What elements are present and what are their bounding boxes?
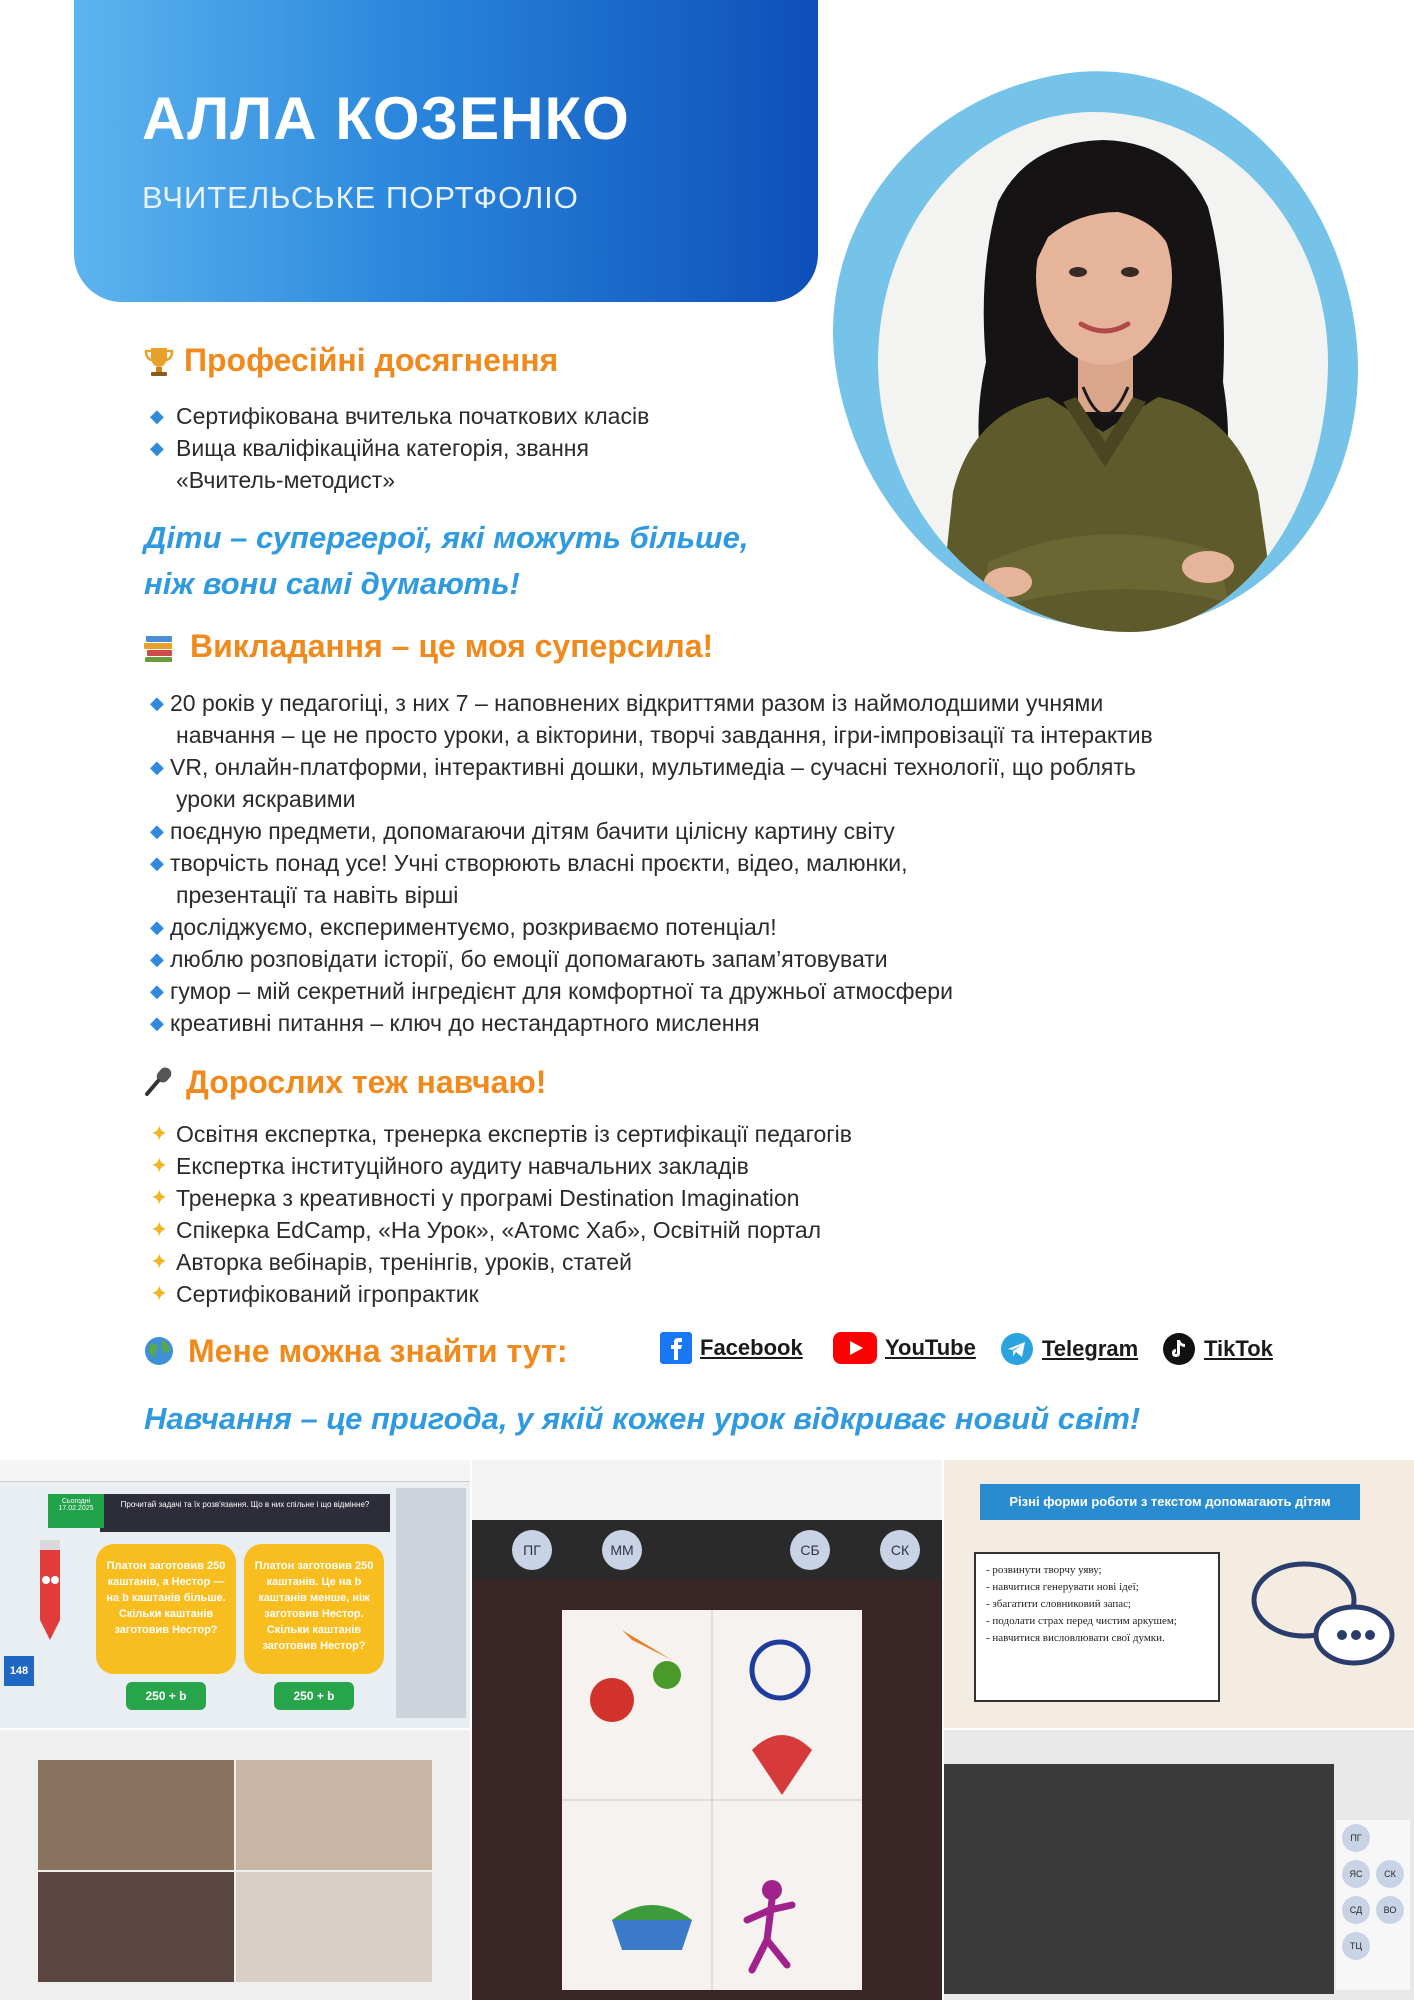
sparkle-bullet-icon: ✦ (150, 1153, 169, 1178)
microphone-icon (142, 1064, 176, 1098)
list-item: ✦ Експертка інституційного аудиту навчальних закладів (150, 1150, 852, 1182)
video-student (236, 1760, 432, 1870)
diamond-bullet-icon: ◆ (150, 438, 164, 458)
portfolio-subtitle: ВЧИТЕЛЬСЬКЕ ПОРТФОЛІО (142, 180, 579, 215)
social-link-tiktok[interactable] (1162, 1332, 1273, 1366)
globe-icon (142, 1334, 176, 1368)
trophy-icon (142, 344, 176, 378)
gallery-drawing-call (472, 1460, 942, 2000)
diamond-bullet-icon: ◆ (150, 981, 164, 1001)
list-item: «Вчитель-методист» (176, 467, 396, 493)
facebook-link[interactable]: Facebook (700, 1335, 803, 1360)
diamond-bullet-icon: ◆ (150, 1013, 164, 1033)
tiktok-link[interactable]: TikTok (1204, 1336, 1273, 1361)
participant-list: ПГ ЯС СК СД ВО ТЦ (1336, 1820, 1410, 1990)
answer-right: 250 + b (274, 1682, 354, 1710)
participant-avatar: СК (880, 1530, 920, 1570)
list-item: презентації та навіть вірші (176, 882, 459, 908)
books-icon (142, 630, 176, 664)
facebook-icon (660, 1332, 692, 1364)
social-link-facebook[interactable] (660, 1332, 803, 1364)
list-item: ◆ креативні питання – ключ до нестандартного мислення (150, 1007, 1153, 1039)
list-item: ✦ Авторка вебінарів, тренінгів, уроків, статей (150, 1246, 852, 1278)
call-toolbar (472, 1460, 942, 1520)
diamond-bullet-icon: ◆ (150, 757, 164, 777)
gallery-text-work-slide (944, 1460, 1414, 1728)
speech-bubbles-icon (1234, 1540, 1404, 1680)
achievements-list (150, 400, 649, 496)
tiktok-icon (1162, 1332, 1196, 1366)
lesson-task: Прочитай задачі та їх розв'язання. Що в них спільне і що відмінне? (100, 1494, 390, 1532)
list-item: ◆ люблю розповідати історії, бо емоції допомагають запам’ятовувати (150, 943, 1153, 975)
list-item: уроки яскравими (176, 786, 356, 812)
participant-avatar: СБ (790, 1530, 830, 1570)
list-item: ✦ Спікерка EdCamp, «На Урок», «Атомс Хаб», Освітній портал (150, 1214, 852, 1246)
video-sidebar (396, 1488, 466, 1718)
list-item: навчання – це не просто уроки, а вікторини, творчі завдання, ігри-імпровізації та інтерактив (176, 722, 1153, 748)
list-item: ◆ Вища кваліфікаційна категорія, звання (150, 432, 649, 464)
participants-strip (472, 1520, 942, 1580)
participant-avatar: ПГ (512, 1530, 552, 1570)
score-counter: 148 (4, 1656, 34, 1686)
list-item: ◆ поєдную предмети, допомагаючи дітям бачити цілісну картину світу (150, 815, 1153, 847)
sparkle-bullet-icon: ✦ (150, 1249, 169, 1274)
pencil-mascot-icon (10, 1530, 80, 1650)
diamond-bullet-icon: ◆ (150, 949, 164, 969)
gallery-lesson-slide (0, 1460, 470, 1728)
video-student (38, 1872, 234, 1982)
video-grid-area (944, 1764, 1334, 1994)
adults-title: Дорослих теж навчаю! (186, 1064, 547, 1100)
diamond-bullet-icon: ◆ (150, 406, 164, 426)
sparkle-bullet-icon: ✦ (150, 1281, 169, 1306)
sparkle-bullet-icon: ✦ (150, 1185, 169, 1210)
achievements-title: Професійні досягнення (184, 342, 559, 378)
task-card-left: Платон заготовив 250 каштанів, а Нестор — на b каштанів більше. Скільки каштанів заготовив Нестор? (96, 1544, 236, 1674)
adults-list (150, 1118, 852, 1310)
list-item: ◆ 20 років у педагогіці, з них 7 – наповнених відкриттями разом із наймолодшими учнями (150, 687, 1153, 719)
list-item: ✦ Тренерка з креативності у програмі Destination Imagination (150, 1182, 852, 1214)
list-item: ◆ творчість понад усе! Учні створюють власні проєкти, відео, малюнки, (150, 847, 1153, 879)
child-drawing (562, 1610, 862, 1990)
find-me-title: Мене можна знайти тут: (188, 1333, 568, 1369)
list-item: ◆ VR, онлайн-платформи, інтерактивні дошки, мультимедіа – сучасні технології, що роблять (150, 751, 1153, 783)
gallery-video-grid (0, 1730, 470, 2000)
photo-gallery (0, 1460, 1414, 2000)
sparkle-bullet-icon: ✦ (150, 1121, 169, 1146)
list-item: ◆ гумор – мій секретний інгредієнт для комфортної та дружньої атмосфери (150, 975, 1153, 1007)
social-link-youtube[interactable] (833, 1332, 976, 1364)
youtube-link[interactable]: YouTube (885, 1335, 976, 1360)
slide-bullets: - розвинути творчу уяву; - навчитися генерувати нові ідеї; - збагатити словниковий запас; - подолати страх перед чистим аркушем; - навчитися висловлювати свої думки. (974, 1552, 1220, 1702)
task-card-right: Платон заготовив 250 каштанів. Це на b каштанів менше, ніж заготовив Нестор. Скільки каштанів заготовив Нестор? (244, 1544, 384, 1674)
diamond-bullet-icon: ◆ (150, 821, 164, 841)
list-item: ◆ досліджуємо, експериментуємо, розкриваємо потенціал! (150, 911, 1153, 943)
teacher-name: АЛЛА КОЗЕНКО (142, 85, 630, 152)
list-item: ✦ Освітня експертка, тренерка експертів із сертифікації педагогів (150, 1118, 852, 1150)
today-badge: Сьогодні 17.02.2025 (48, 1494, 104, 1528)
diamond-bullet-icon: ◆ (150, 853, 164, 873)
video-teacher (38, 1760, 234, 1870)
answer-left: 250 + b (126, 1682, 206, 1710)
social-link-telegram[interactable] (1000, 1332, 1138, 1366)
motto-quote: Діти – супергерої, які можуть більше, ніж вони самі думають! (144, 520, 749, 601)
video-student (236, 1872, 432, 1982)
closing-quote: Навчання – це пригода, у якій кожен урок відкриває новий світ! (144, 1401, 1141, 1436)
slide-title: Різні форми роботи з текстом допомагають дітям (980, 1484, 1360, 1520)
window-titlebar (0, 1460, 470, 1482)
sparkle-bullet-icon: ✦ (150, 1217, 169, 1242)
teaching-title: Викладання – це моя суперсила! (190, 628, 714, 664)
teaching-list (150, 687, 1153, 1039)
telegram-icon (1000, 1332, 1034, 1366)
list-item: ✦ Сертифікований ігропрактик (150, 1278, 852, 1310)
gallery-class-grid (944, 1730, 1414, 2000)
youtube-icon (833, 1332, 877, 1364)
portrait-frame (836, 32, 1356, 642)
diamond-bullet-icon: ◆ (150, 917, 164, 937)
list-item: ◆ Сертифікована вчителька початкових класів (150, 400, 649, 432)
participant-avatar: ММ (602, 1530, 642, 1570)
diamond-bullet-icon: ◆ (150, 693, 164, 713)
telegram-link[interactable]: Telegram (1042, 1336, 1139, 1361)
